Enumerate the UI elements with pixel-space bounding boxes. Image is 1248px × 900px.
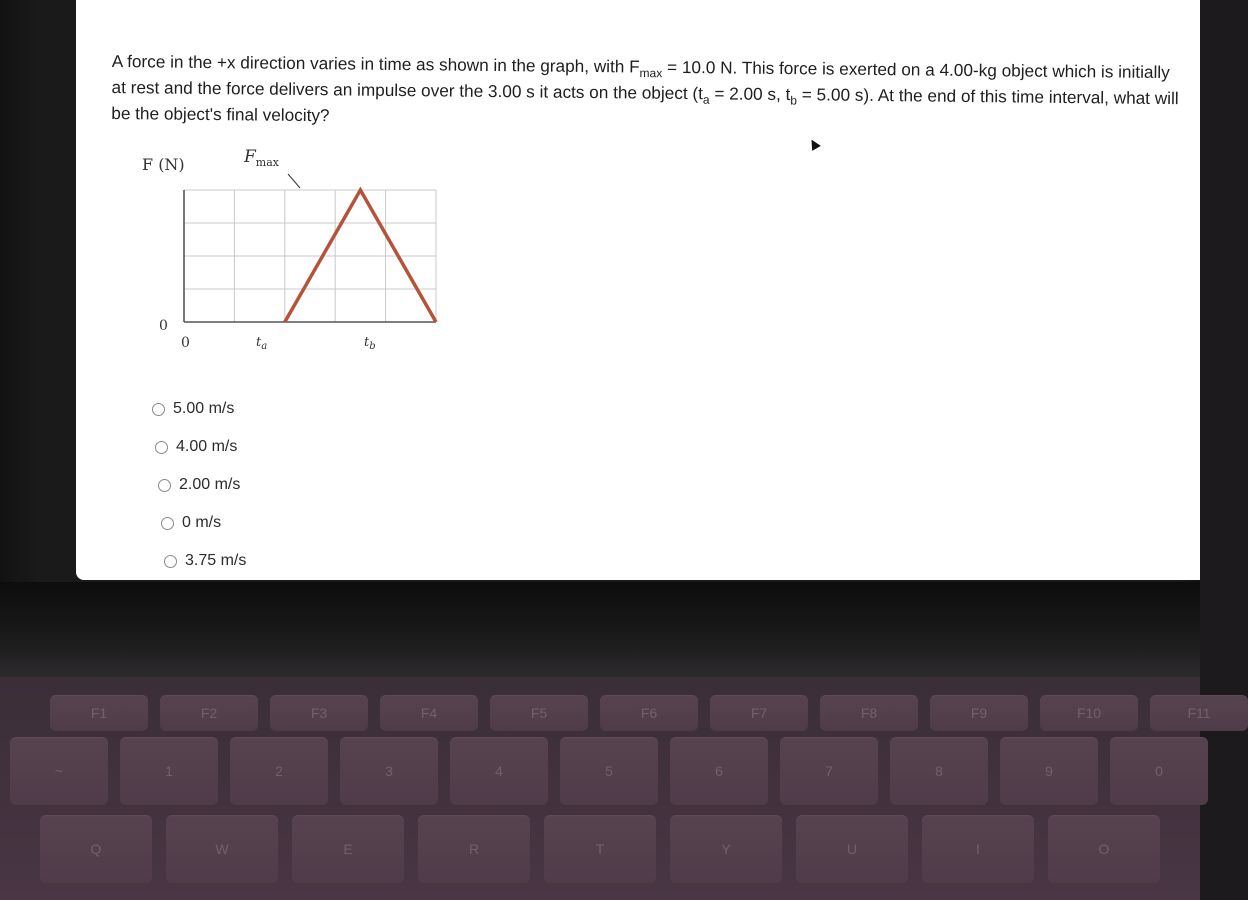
answer-option-label: 2.00 m/s bbox=[179, 476, 241, 493]
keyboard-key: 0 bbox=[1110, 737, 1208, 805]
keyboard-key: Y bbox=[670, 815, 782, 883]
keyboard-key: F3 bbox=[270, 695, 368, 731]
peak-label: $F_{max}$ bbox=[244, 147, 279, 169]
question-subscript: b bbox=[790, 93, 798, 108]
keyboard-key: F6 bbox=[600, 695, 698, 731]
answer-option[interactable] bbox=[152, 390, 246, 428]
keyboard-key: T bbox=[544, 815, 656, 883]
keyboard-key: F8 bbox=[820, 695, 918, 731]
keyboard-key: F11 bbox=[1150, 695, 1248, 731]
keyboard-key: R bbox=[418, 815, 530, 883]
keyboard-key: 3 bbox=[340, 737, 438, 805]
answer-option-label: 3.75 m/s bbox=[185, 552, 247, 569]
question-part: = 10.0 N. This force is exerted on a 4.00-kg object which is initially at rest and the force delivers an impulse over the 3.00 s it acts on the object (t bbox=[111, 56, 1170, 104]
radio-button-icon[interactable] bbox=[164, 555, 177, 568]
laptop-keyboard bbox=[0, 677, 1211, 900]
laptop-bezel bbox=[0, 582, 1200, 677]
keyboard-key: F1 bbox=[50, 695, 148, 731]
keyboard-key: 8 bbox=[890, 737, 988, 805]
keyboard-key: F9 bbox=[930, 695, 1028, 731]
answer-option[interactable] bbox=[164, 542, 246, 580]
radio-button-icon[interactable] bbox=[158, 479, 171, 492]
keyboard-key: 9 bbox=[1000, 737, 1098, 805]
y-axis-label: F (N) bbox=[142, 155, 185, 174]
keyboard-key: F4 bbox=[380, 695, 478, 731]
question-part: A force in the +x direction varies in time as shown in the graph, with F bbox=[111, 50, 640, 77]
keyboard-key: O bbox=[1048, 815, 1160, 883]
x-tick-zero: 0 bbox=[181, 335, 190, 351]
question-part: = 5.00 s). At the end of this time interval, what will be the object's final velocity? bbox=[111, 84, 1179, 126]
keyboard-key: F7 bbox=[710, 695, 808, 731]
answer-option-label: 4.00 m/s bbox=[176, 438, 238, 455]
keyboard-key: 5 bbox=[560, 737, 658, 805]
peak-pointer-line bbox=[288, 174, 300, 188]
keyboard-key: 7 bbox=[780, 737, 878, 805]
keyboard-key: F2 bbox=[160, 695, 258, 731]
radio-button-icon[interactable] bbox=[152, 403, 165, 416]
keyboard-key: 1 bbox=[120, 737, 218, 805]
radio-button-icon[interactable] bbox=[155, 441, 168, 454]
mouse-cursor-icon bbox=[807, 137, 821, 151]
quiz-page bbox=[76, 0, 1200, 580]
question-text bbox=[111, 48, 1182, 137]
keyboard-key: W bbox=[166, 815, 278, 883]
keyboard-key: F5 bbox=[490, 695, 588, 731]
radio-button-icon[interactable] bbox=[161, 517, 174, 530]
answer-options bbox=[152, 390, 246, 580]
answer-option-label: 0 m/s bbox=[182, 514, 222, 531]
answer-option[interactable] bbox=[155, 428, 246, 466]
keyboard-key: F10 bbox=[1040, 695, 1138, 731]
answer-option[interactable] bbox=[158, 466, 246, 504]
keyboard-key: Q bbox=[40, 815, 152, 883]
answer-option[interactable] bbox=[161, 504, 246, 542]
answer-option-label: 5.00 m/s bbox=[173, 400, 235, 417]
x-tick-tb: $t_b$ bbox=[364, 335, 376, 352]
force-time-graph bbox=[126, 140, 456, 360]
question-subscript: a bbox=[702, 92, 710, 107]
question-part: = 2.00 s, t bbox=[709, 83, 791, 105]
keyboard-key: ~ bbox=[10, 737, 108, 805]
keyboard-key: 2 bbox=[230, 737, 328, 805]
keyboard-key: U bbox=[796, 815, 908, 883]
keyboard-key: 4 bbox=[450, 737, 548, 805]
keyboard-key: 6 bbox=[670, 737, 768, 805]
keyboard-key: E bbox=[292, 815, 404, 883]
question-subscript: max bbox=[639, 65, 663, 81]
x-tick-ta: $t_a$ bbox=[256, 335, 268, 352]
y-tick-zero: 0 bbox=[159, 318, 168, 334]
keyboard-key: I bbox=[922, 815, 1034, 883]
